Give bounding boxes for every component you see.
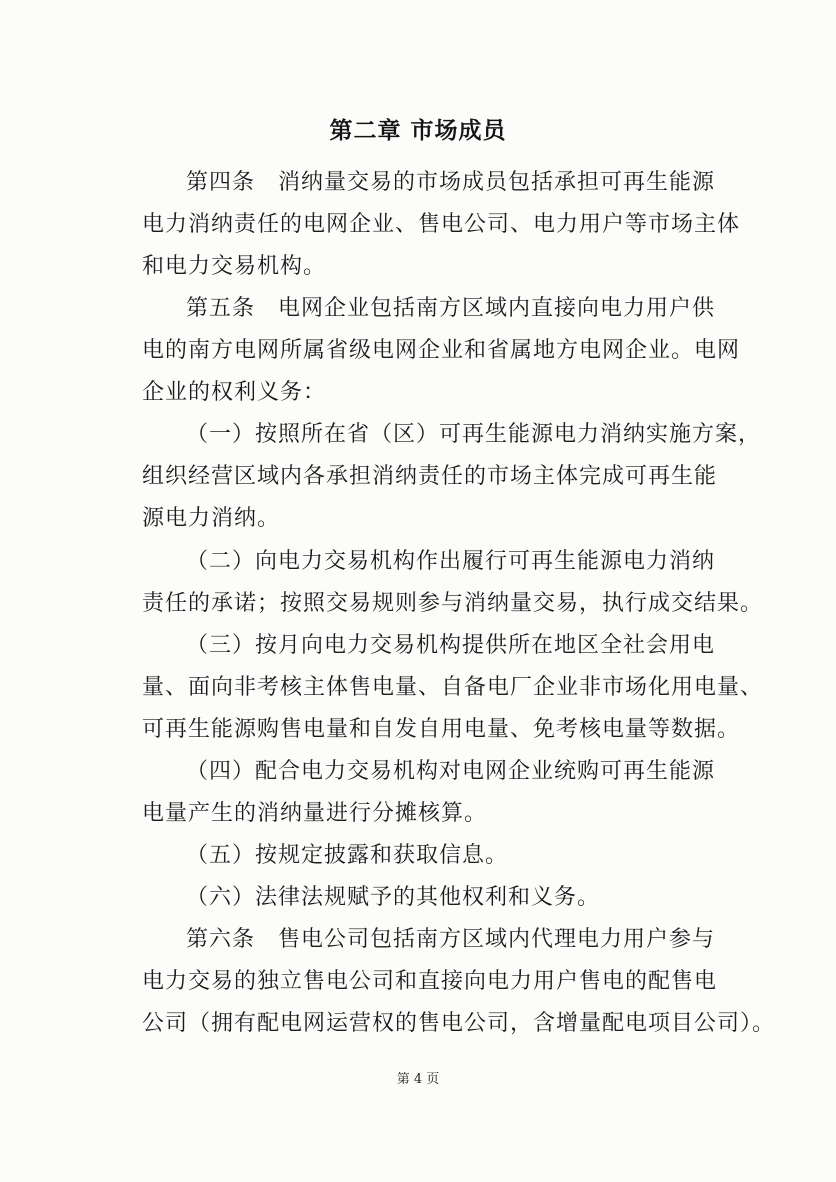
text-line: （四）配合电力交易机构对电网企业统购可再生能源 [186,759,716,784]
text-line: 第五条 电网企业包括南方区域内直接向电力用户供 [186,296,716,321]
text-line: 电量产生的消纳量进行分摊核算。 [142,801,488,826]
text-line: 电力消纳责任的电网企业、售电公司、电力用户等市场主体 [142,212,741,237]
text-line: 可再生能源购售电量和自发自用电量、免考核电量等数据。 [142,717,741,742]
text-line: 第四条 消纳量交易的市场成员包括承担可再生能源 [186,170,716,195]
text-line: （六）法律法规赋予的其他权利和义务。 [186,885,601,910]
text-line: （一）按照所在省（区）可再生能源电力消纳实施方案， [186,422,762,447]
text-line: 源电力消纳。 [142,506,281,531]
text-line: 责任的承诺；按照交易规则参与消纳量交易，执行成交结果。 [142,591,764,616]
text-line: （五）按规定披露和获取信息。 [186,843,509,868]
text-line: （二）向电力交易机构作出履行可再生能源电力消纳 [186,549,716,574]
text-line: 公司（拥有配电网运营权的售电公司，含增量配电项目公司）。 [142,1011,776,1036]
text-line: （三）按月向电力交易机构提供所在地区全社会用电 [186,633,716,658]
text-line: 企业的权利义务： [142,380,327,405]
text-line: 第六条 售电公司包括南方区域内代理电力用户参与 [186,927,716,952]
text-line: 组织经营区域内各承担消纳责任的市场主体完成可再生能 [142,464,718,489]
page-number: 第 4 页 [396,1072,440,1087]
text-line: 量、面向非考核主体售电量、自备电厂企业非市场化用电量、 [142,675,764,700]
text-line: 电力交易的独立售电公司和直接向电力用户售电的配售电 [142,969,718,994]
chapter-title: 第二章 市场成员 [329,118,507,144]
text-line: 和电力交易机构。 [142,254,327,279]
text-line: 电的南方电网所属省级电网企业和省属地方电网企业。电网 [142,338,741,363]
